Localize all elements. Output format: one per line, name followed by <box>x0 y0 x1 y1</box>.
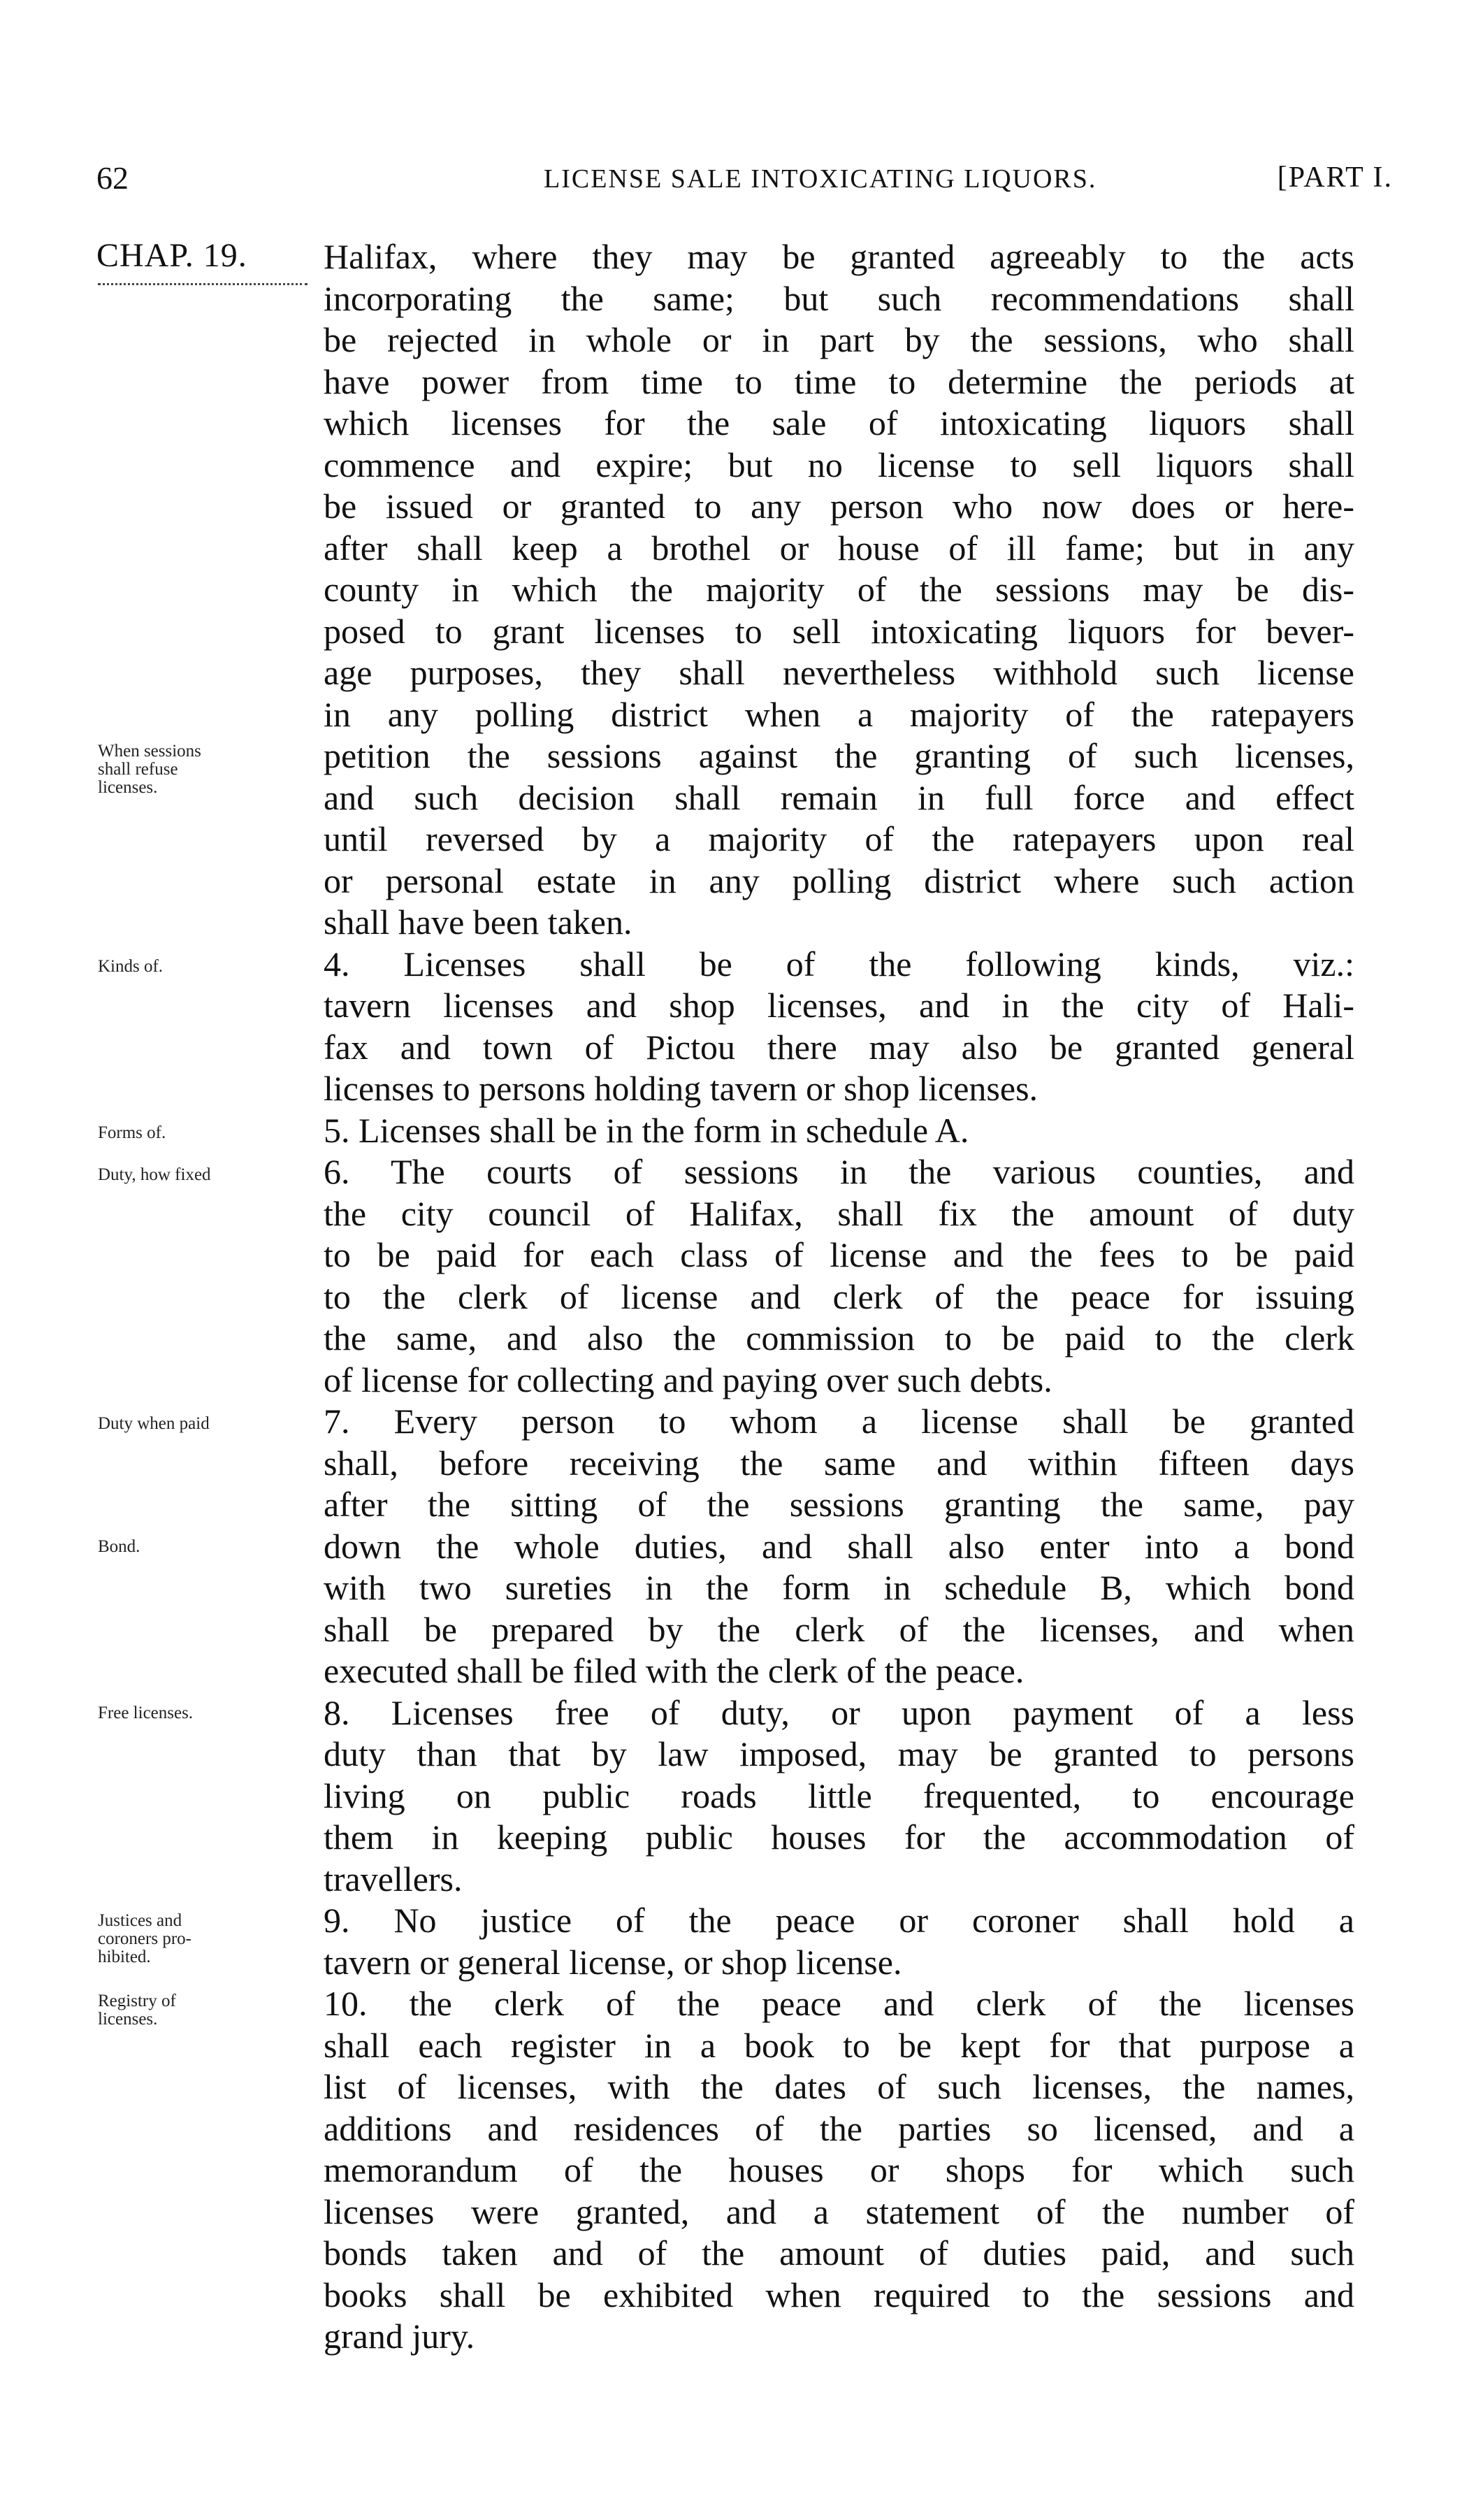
margin-note-sessions-refuse: When sessions shall refuse licenses. <box>98 742 201 797</box>
body-line: duty than that by law imposed, may be granted to persons <box>324 1734 1354 1773</box>
body-line: licenses were granted, and a statement of the number of <box>324 2191 1354 2231</box>
body-line: in any polling district when a majority of the ratepayers <box>324 694 1354 734</box>
body-line: 10. the clerk of the peace and clerk of the licenses <box>324 1984 1354 2023</box>
body-line: of license for collecting and paying over such debts. <box>324 1360 1052 1399</box>
body-line: memorandum of the houses or shops for which such <box>324 2150 1354 2189</box>
body-line: and such decision shall remain in full force and effect <box>324 777 1354 817</box>
running-title: LICENSE SALE INTOXICATING LIQUORS. <box>544 164 1097 194</box>
body-line: petition the sessions against the granting of such licenses, <box>324 736 1354 775</box>
body-line: until reversed by a majority of the ratepayers upon real <box>324 819 1354 858</box>
margin-note-duty-fixed: Duty, how fixed <box>98 1165 211 1184</box>
body-line: travellers. <box>324 1859 463 1899</box>
body-line: 6. The courts of sessions in the various counties, and <box>324 1152 1354 1191</box>
margin-note-kinds: Kinds of. <box>98 957 164 976</box>
body-line: to be paid for each class of license and the fees to be paid <box>324 1235 1354 1274</box>
body-line: 9. No justice of the peace or coroner shall hold a <box>324 1901 1354 1940</box>
body-line: living on public roads little frequented, to encourage <box>324 1776 1354 1815</box>
body-line: the same, and also the commission to be paid to the clerk <box>324 1318 1354 1358</box>
body-line: the city council of Halifax, shall fix the amount of duty <box>324 1193 1354 1233</box>
body-line: after the sitting of the sessions granting the same, pay <box>324 1485 1354 1524</box>
statute-body-text <box>324 236 1354 2358</box>
body-line: books shall be exhibited when required to the sessions and <box>324 2275 1354 2314</box>
body-line: after shall keep a brothel or house of ill fame; but in any <box>324 528 1354 568</box>
margin-note-free-licenses: Free licenses. <box>98 1704 194 1722</box>
body-line: them in keeping public houses for the accommodation of <box>324 1817 1354 1857</box>
page-number: 62 <box>96 160 129 196</box>
margin-notes <box>98 0 328 2520</box>
margin-note-duty-paid: Duty when paid <box>98 1414 210 1433</box>
body-line: 5. Licenses shall be in the form in schedule A. <box>324 1110 969 1150</box>
body-line: which licenses for the sale of intoxicating liquors shall <box>324 403 1354 442</box>
body-line: shall, before receiving the same and within fifteen days <box>324 1443 1354 1483</box>
chapter-label: CHAP. 19. <box>96 237 247 274</box>
body-line: have power from time to time to determine the periods at <box>324 361 1354 401</box>
body-line: tavern or general license, or shop license. <box>324 1942 902 1982</box>
body-line: incorporating the same; but such recommendations shall <box>324 278 1354 318</box>
body-line: 8. Licenses free of duty, or upon payment of a less <box>324 1692 1354 1732</box>
body-line: fax and town of Pictou there may also be granted general <box>324 1027 1354 1067</box>
body-line: grand jury. <box>324 2317 475 2356</box>
body-line: Halifax, where they may be granted agreeably to the acts <box>324 237 1354 276</box>
body-line: or personal estate in any polling district where such action <box>324 861 1354 900</box>
body-line: 7. Every person to whom a license shall be granted <box>324 1402 1354 1441</box>
body-line: shall have been taken. <box>324 902 632 942</box>
body-line: bonds taken and of the amount of duties paid, and such <box>324 2233 1354 2273</box>
body-line: licenses to persons holding tavern or shop licenses. <box>324 1069 1039 1108</box>
body-line: be issued or granted to any person who now does or here- <box>324 487 1354 526</box>
body-line: with two sureties in the form in schedule B, which bond <box>324 1568 1354 1607</box>
body-line: tavern licenses and shop licenses, and in the city of Hali- <box>324 986 1354 1025</box>
body-line: age purposes, they shall nevertheless withhold such license <box>324 653 1354 692</box>
margin-note-bond: Bond. <box>98 1537 140 1556</box>
body-line: 4. Licenses shall be of the following kinds, viz.: <box>324 944 1354 984</box>
margin-note-justices: Justices and coroners pro- hibited. <box>98 1911 191 1966</box>
body-line: additions and residences of the parties so licensed, and a <box>324 2108 1354 2148</box>
body-line: to the clerk of license and clerk of the peace for issuing <box>324 1276 1354 1316</box>
body-line: posed to grant licenses to sell intoxicating liquors for bever- <box>324 611 1354 651</box>
body-line: down the whole duties, and shall also enter into a bond <box>324 1526 1354 1566</box>
body-line: shall each register in a book to be kept for that purpose a <box>324 2025 1354 2065</box>
body-line: commence and expire; but no license to sell liquors shall <box>324 445 1354 484</box>
body-line: shall be prepared by the clerk of the licenses, and when <box>324 1609 1354 1649</box>
margin-note-forms: Forms of. <box>98 1123 166 1142</box>
body-line: list of licenses, with the dates of such licenses, the names, <box>324 2067 1354 2106</box>
part-label: [PART I. <box>1277 161 1393 194</box>
body-line: county in which the majority of the sessions may be dis- <box>324 570 1354 609</box>
body-line: executed shall be filed with the clerk of the peace. <box>324 1651 1025 1690</box>
body-line: be rejected in whole or in part by the sessions, who shall <box>324 320 1354 359</box>
margin-note-registry: Registry of licenses. <box>98 1992 176 2029</box>
